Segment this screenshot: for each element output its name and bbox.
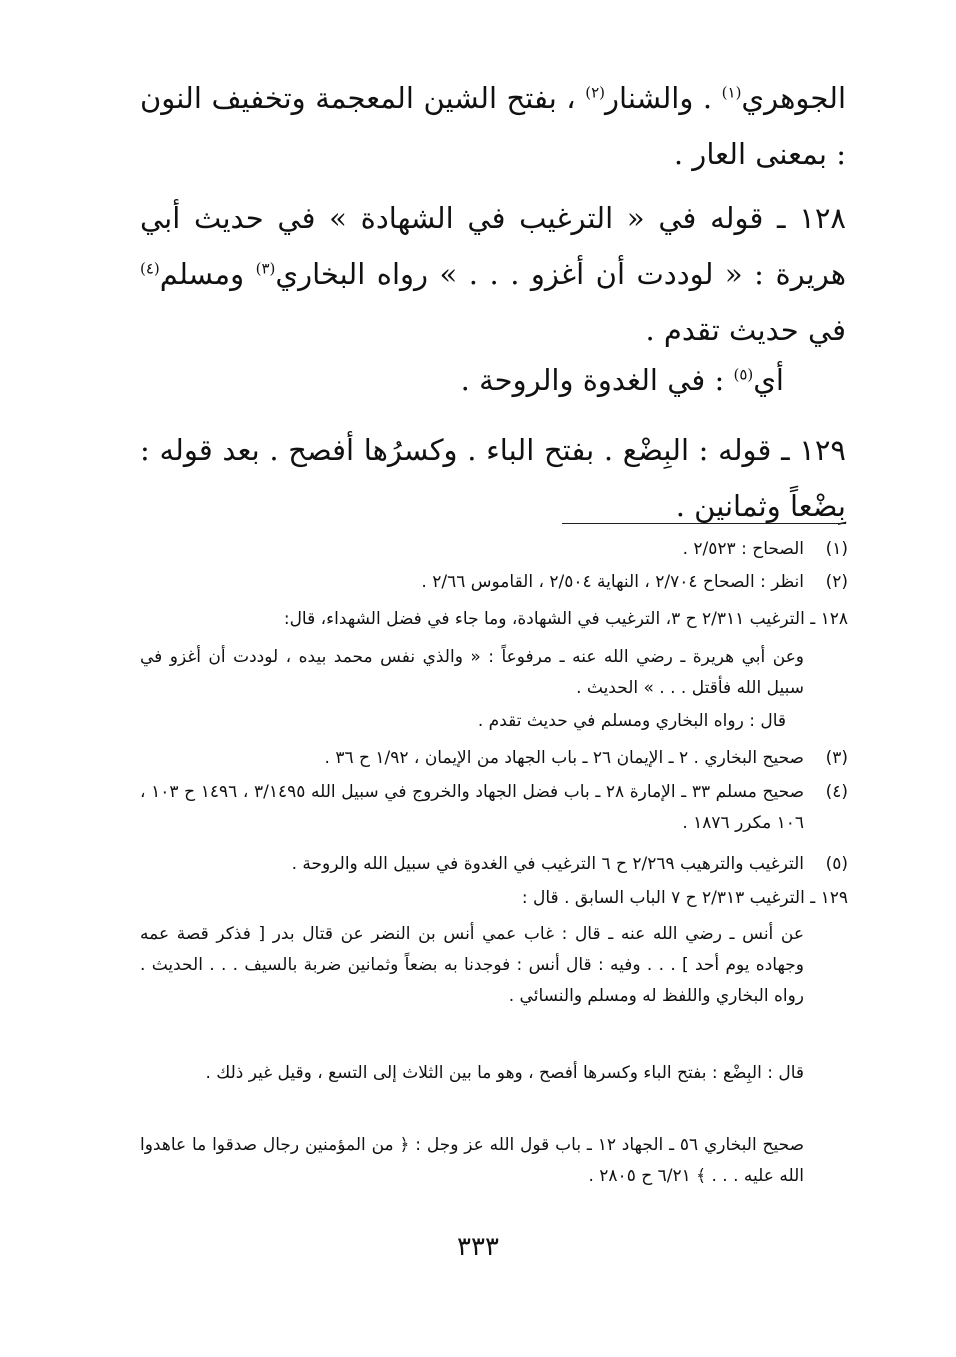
text: الجوهري: [741, 81, 847, 115]
text: ١٢٨ ـ قوله في « الترغيب في الشهادة » في حديث أبي هريرة : « لوددت أن أغزو . . . » رواه البخاري: [140, 201, 847, 291]
footnote-separator: [562, 523, 846, 524]
paragraph-ay: [140, 352, 846, 408]
note-129-bukhari: صحيح البخاري ٥٦ ـ الجهاد ١٢ ـ باب قول الله عز وجل : ﴿ من المؤمنين رجال صدقوا ما عاهدوا الله عليه . . . ﴾ ٦/٢١ ح ٢٨٠٥ .: [140, 1135, 805, 1186]
footnote-ref-1[interactable]: (١): [721, 83, 742, 102]
note-128-narration: قال : رواه البخاري ومسلم في حديث تقدم .: [477, 711, 786, 731]
footnote-ref-3[interactable]: (٣): [255, 259, 276, 278]
footnote-2: [140, 567, 848, 598]
footnote-ref-5[interactable]: (٥): [733, 365, 754, 384]
paragraph-intro: [140, 70, 846, 182]
footnote-text: الصحاح : ٢/٥٢٣ .: [682, 539, 804, 559]
indent: [784, 363, 846, 397]
text: : في الغدوة والروحة .: [460, 363, 734, 397]
footnote-4: [140, 777, 848, 839]
footnote-number: (١): [825, 539, 848, 559]
paragraph-128: [140, 190, 846, 358]
footnote-text: انظر : الصحاح ٢/٧٠٤ ، النهاية ٢/٥٠٤ ، القاموس ٢/٦٦ .: [421, 572, 804, 592]
note-128-source: ١٢٨ ـ الترغيب ٢/٣١١ ح ٣، الترغيب في الشهادة، وما جاء في فضل الشهداء، قال:: [283, 609, 848, 629]
note-129-source: ١٢٩ ـ الترغيب ٢/٣١٣ ح ٧ الباب السابق . قال :: [521, 888, 848, 908]
footnote-1: [140, 534, 848, 565]
footnote-3: [140, 743, 848, 774]
footnote-number: (٣): [825, 748, 848, 768]
footnote-text: صحيح البخاري . ٢ ـ الإيمان ٢٦ ـ باب الجهاد من الإيمان ، ١/٩٢ ح ٣٦ .: [324, 748, 804, 768]
text: . والشنار: [604, 81, 722, 115]
text: ، بفتح الشين المعجمة وتخفيف النون : بمعنى العار .: [140, 81, 846, 171]
note-129-hadith: عن أنس ـ رضي الله عنه ـ قال : غاب عمي أنس بن النضر عن قتال بدر [ فذكر قصة عمه وجهاده يوم أحد ] . . . وفيه : قال أنس : فوجدنا به بضعاً وثمانين ضربة بالسيف . . . الحديث . رواه البخاري واللفظ له ومسلم والنسائي .: [140, 924, 804, 1006]
footnote-number: (٥): [825, 854, 848, 874]
footnote-ref-2[interactable]: (٢): [585, 83, 605, 102]
text: ومسلم: [159, 257, 256, 291]
text: في حديث تقدم .: [645, 313, 846, 347]
footnote-ref-4[interactable]: (٤): [140, 259, 160, 278]
note-128-hadith: وعن أبي هريرة ـ رضي الله عنه ـ مرفوعاً : « والذي نفس محمد بيده ، لوددت أن أغزو في سبيل الله فأقتل . . . » الحديث .: [140, 647, 804, 698]
footnote-text: صحيح مسلم ٣٣ ـ الإمارة ٢٨ ـ باب فضل الجهاد والخروج في سبيل الله ٣/١٤٩٥ ، ١٤٩٦ ح ١٠٣ ، ١٠٦ مكرر ١٨٧٦ .: [140, 782, 805, 833]
text: أي: [753, 363, 784, 397]
footnote-5: [140, 849, 848, 880]
paragraph-129: ١٢٩ ـ قوله : البِضْع . بفتح الباء . وكسرُها أفصح . بعد قوله : بِضْعاً وثمانين .: [140, 433, 846, 523]
note-129-explanation: قال : البِضْع : بفتح الباء وكسرها أفصح ، وهو ما بين الثلاث إلى التسع ، وقيل غير ذلك .: [205, 1063, 804, 1083]
footnote-text: الترغيب والترهيب ٢/٢٦٩ ح ٦ الترغيب في الغدوة في سبيل الله والروحة .: [291, 854, 804, 874]
footnote-number: (٢): [825, 572, 848, 592]
page-number: ٣٣٣: [457, 1232, 499, 1262]
footnote-number: (٤): [825, 782, 849, 802]
